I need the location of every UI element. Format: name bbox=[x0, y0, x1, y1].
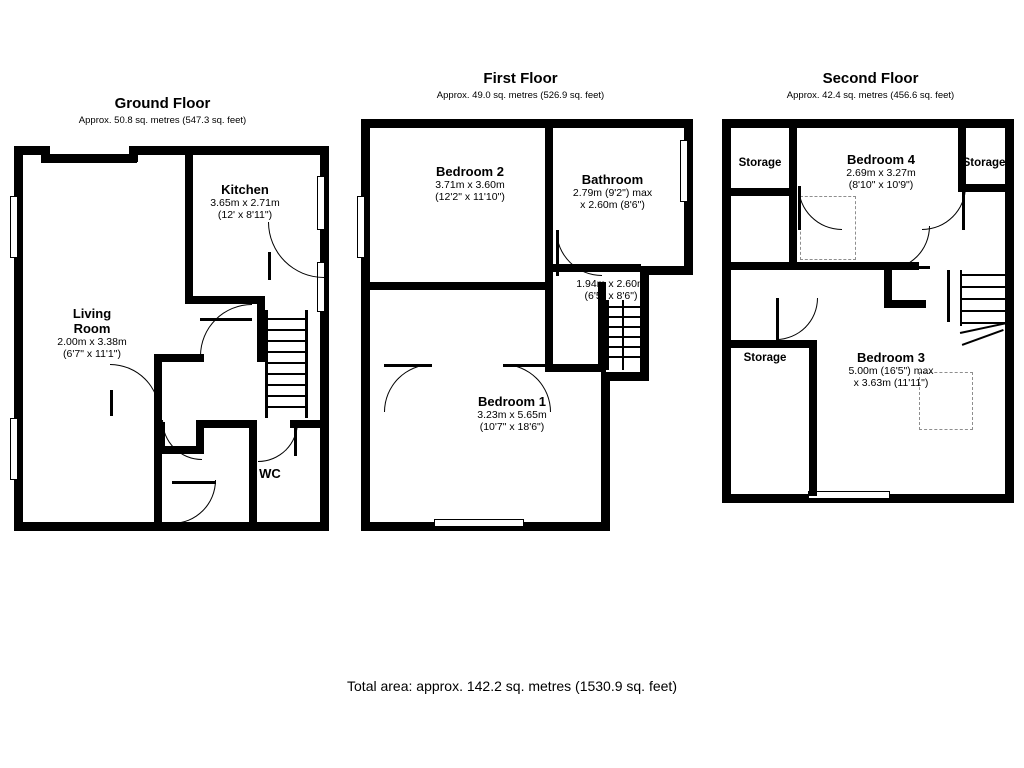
room-name: Bedroom 2 bbox=[436, 164, 504, 179]
room-name: Storage bbox=[962, 157, 1006, 169]
stair-step bbox=[265, 329, 308, 331]
door-leaf bbox=[268, 252, 271, 280]
ground-floor-subtitle: Approx. 50.8 sq. metres (547.3 sq. feet) bbox=[78, 115, 247, 126]
stair-step bbox=[960, 274, 1006, 276]
door-swing-wc-2 bbox=[258, 422, 298, 462]
second-floor-subtitle: Approx. 42.4 sq. metres (456.6 sq. feet) bbox=[786, 90, 955, 101]
room-dim-metric: 1.94m x 2.60m bbox=[576, 278, 646, 290]
wall bbox=[196, 420, 256, 428]
window bbox=[357, 196, 365, 258]
ground-floor-title: Ground Floor bbox=[114, 95, 211, 112]
room-dim-imperial: (6'7" x 11'1") bbox=[63, 348, 121, 360]
room-dim-imperial: (6'5" x 8'6") bbox=[584, 290, 638, 302]
wall bbox=[601, 372, 610, 531]
room-label-wc bbox=[228, 466, 312, 481]
wall bbox=[129, 146, 329, 155]
staircase-rail bbox=[622, 300, 624, 370]
stair-step bbox=[265, 384, 308, 386]
room-label-landing bbox=[556, 278, 666, 302]
door-leaf bbox=[886, 266, 930, 269]
stair-step bbox=[265, 351, 308, 353]
staircase-rail bbox=[960, 270, 962, 326]
window bbox=[10, 196, 18, 258]
room-name: Storage bbox=[743, 352, 787, 364]
room-dim-metric: 3.71m x 3.60m bbox=[435, 179, 505, 191]
room-dim-metric: 2.00m x 3.38m bbox=[57, 336, 127, 348]
door-leaf bbox=[503, 364, 551, 367]
door-leaf bbox=[798, 186, 801, 230]
room-label-bedroom-2 bbox=[390, 164, 550, 203]
door-swing-bedroom-1 bbox=[384, 364, 432, 412]
room-dim-metric: 2.79m (9'2") max bbox=[572, 187, 653, 199]
door-swing-wc bbox=[162, 420, 202, 460]
room-name: Bathroom bbox=[581, 172, 644, 187]
staircase-rail bbox=[305, 310, 308, 418]
stair-step bbox=[265, 373, 308, 375]
wall bbox=[731, 188, 797, 196]
door-leaf bbox=[162, 422, 165, 454]
stair-step bbox=[960, 286, 1006, 288]
door-swing-hall bbox=[200, 304, 252, 356]
window bbox=[808, 491, 890, 499]
wall bbox=[722, 119, 1014, 128]
room-name: Bedroom 3 bbox=[857, 350, 925, 365]
total-area-text: Total area: approx. 142.2 sq. metres (1530.9 sq. feet) bbox=[347, 678, 677, 694]
room-name-line-2: Room bbox=[73, 321, 111, 336]
wall bbox=[545, 282, 553, 372]
window bbox=[10, 418, 18, 480]
wall bbox=[185, 296, 265, 304]
stair-step bbox=[265, 362, 308, 364]
room-label-kitchen bbox=[175, 182, 315, 221]
wall bbox=[257, 296, 265, 362]
door-swing-entrance bbox=[172, 480, 216, 524]
room-name: WC bbox=[259, 466, 281, 481]
room-dim-metric: 3.65m x 2.71m bbox=[210, 197, 280, 209]
room-name: Storage bbox=[738, 157, 782, 169]
wall bbox=[41, 154, 137, 163]
door-swing-living-room bbox=[110, 364, 160, 414]
wall bbox=[185, 154, 193, 304]
room-dim-imperial: (10'7" x 18'6") bbox=[479, 421, 545, 433]
wall bbox=[884, 300, 926, 308]
stair-step bbox=[265, 395, 308, 397]
room-label-bedroom-1 bbox=[432, 394, 592, 433]
door-leaf bbox=[294, 424, 297, 456]
room-label-storage-top-left bbox=[722, 156, 798, 171]
window bbox=[434, 519, 524, 527]
first-floor-title: First Floor bbox=[483, 70, 558, 87]
stair-step bbox=[265, 340, 308, 342]
door-swing-landing bbox=[886, 226, 930, 270]
stair-step bbox=[960, 298, 1006, 300]
door-leaf bbox=[962, 186, 965, 230]
second-floor-title: Second Floor bbox=[822, 70, 919, 87]
stair-step bbox=[960, 310, 1006, 312]
room-dim-imperial: (8'10" x 10'9") bbox=[848, 179, 914, 191]
stair-step bbox=[265, 318, 308, 320]
door-leaf bbox=[200, 318, 252, 321]
room-dim-imperial: x 2.60m (8'6") bbox=[580, 199, 645, 211]
wall bbox=[370, 282, 552, 290]
room-name: Kitchen bbox=[221, 182, 269, 197]
room-label-bedroom-4 bbox=[806, 152, 956, 191]
door-leaf bbox=[776, 298, 779, 340]
room-label-living-room bbox=[22, 306, 162, 360]
wall bbox=[789, 128, 797, 268]
staircase-rail bbox=[947, 270, 950, 322]
door-swing-storage-right bbox=[922, 186, 966, 230]
wall bbox=[545, 364, 605, 372]
first-floor-subtitle: Approx. 49.0 sq. metres (526.9 sq. feet) bbox=[436, 90, 605, 101]
room-dim-imperial: (12' x 8'11") bbox=[217, 209, 273, 221]
room-name-line-1: Living bbox=[72, 306, 112, 321]
room-dim-imperial: (12'2" x 11'10") bbox=[435, 191, 505, 203]
stair-step bbox=[265, 406, 308, 408]
room-dim-imperial: x 3.63m (11'11") bbox=[853, 377, 929, 389]
staircase-rail bbox=[265, 310, 268, 418]
room-dim-metric: 3.23m x 5.65m bbox=[477, 409, 547, 421]
room-label-bathroom bbox=[540, 172, 685, 211]
room-name: Bedroom 4 bbox=[847, 152, 915, 167]
room-label-storage-top-right bbox=[946, 156, 1022, 171]
staircase-rail bbox=[606, 300, 609, 370]
door-swing-kitchen bbox=[268, 222, 324, 278]
room-label-bedroom-3 bbox=[812, 350, 970, 389]
room-name: Bedroom 1 bbox=[478, 394, 546, 409]
wall bbox=[722, 119, 731, 503]
door-swing-storage-lower bbox=[776, 298, 818, 340]
wall bbox=[731, 340, 817, 348]
door-leaf bbox=[556, 230, 559, 276]
wall bbox=[361, 119, 370, 531]
wall bbox=[154, 354, 162, 524]
room-dim-metric: 5.00m (16'5") max bbox=[848, 365, 934, 377]
room-dim-metric: 2.69m x 3.27m bbox=[846, 167, 916, 179]
room-label-storage-lower bbox=[722, 351, 808, 366]
wall bbox=[361, 119, 693, 128]
door-leaf bbox=[384, 364, 432, 367]
door-leaf bbox=[110, 390, 113, 416]
wall bbox=[1005, 119, 1014, 503]
door-leaf bbox=[172, 481, 216, 484]
